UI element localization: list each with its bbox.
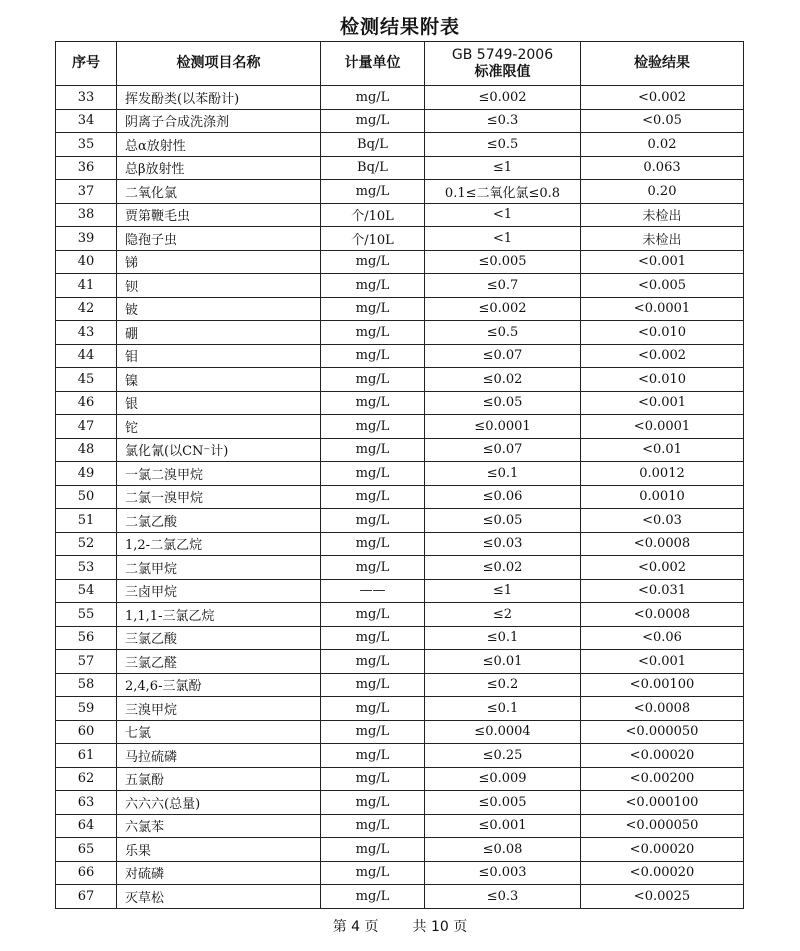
cell-item: 总β放射性 bbox=[117, 156, 321, 180]
cell-item: 二氧化氯 bbox=[117, 180, 321, 204]
table-row bbox=[56, 180, 744, 204]
table-row bbox=[56, 297, 744, 321]
table-row bbox=[56, 86, 744, 110]
cell-limit: ≤0.002 bbox=[425, 86, 581, 110]
cell-unit: mg/L bbox=[321, 180, 425, 204]
cell-result: 0.0012 bbox=[581, 462, 744, 486]
cell-unit: —— bbox=[321, 579, 425, 603]
cell-limit: ≤0.01 bbox=[425, 650, 581, 674]
cell-unit: mg/L bbox=[321, 650, 425, 674]
cell-no: 58 bbox=[56, 673, 117, 697]
cell-result: <0.0008 bbox=[581, 532, 744, 556]
cell-item: 一氯二溴甲烷 bbox=[117, 462, 321, 486]
cell-limit: ≤0.7 bbox=[425, 274, 581, 298]
cell-item: 1,2-二氯乙烷 bbox=[117, 532, 321, 556]
cell-no: 56 bbox=[56, 626, 117, 650]
cell-unit: mg/L bbox=[321, 673, 425, 697]
cell-unit: mg/L bbox=[321, 556, 425, 580]
cell-unit: mg/L bbox=[321, 462, 425, 486]
cell-result: <0.002 bbox=[581, 556, 744, 580]
cell-limit: ≤0.05 bbox=[425, 391, 581, 415]
cell-unit: mg/L bbox=[321, 415, 425, 439]
cell-limit: ≤0.5 bbox=[425, 321, 581, 345]
cell-result: <0.010 bbox=[581, 321, 744, 345]
table-row bbox=[56, 579, 744, 603]
table-row bbox=[56, 156, 744, 180]
cell-result: <0.000050 bbox=[581, 814, 744, 838]
cell-result: <0.00020 bbox=[581, 744, 744, 768]
cell-no: 35 bbox=[56, 133, 117, 157]
cell-limit: ≤0.08 bbox=[425, 838, 581, 862]
cell-limit: ≤0.009 bbox=[425, 767, 581, 791]
cell-no: 66 bbox=[56, 861, 117, 885]
page-number: 第 4 页 bbox=[332, 919, 379, 935]
header-result: 检验结果 bbox=[581, 42, 744, 86]
cell-result: 0.0010 bbox=[581, 485, 744, 509]
cell-no: 52 bbox=[56, 532, 117, 556]
page-footer bbox=[0, 916, 800, 936]
cell-unit: mg/L bbox=[321, 250, 425, 274]
cell-limit: ≤0.0001 bbox=[425, 415, 581, 439]
cell-result: 0.20 bbox=[581, 180, 744, 204]
cell-no: 45 bbox=[56, 368, 117, 392]
cell-unit: mg/L bbox=[321, 861, 425, 885]
cell-no: 47 bbox=[56, 415, 117, 439]
cell-limit: ≤1 bbox=[425, 156, 581, 180]
cell-unit: 个/10L bbox=[321, 203, 425, 227]
cell-limit: ≤0.07 bbox=[425, 344, 581, 368]
cell-unit: mg/L bbox=[321, 368, 425, 392]
cell-result: <0.00200 bbox=[581, 767, 744, 791]
cell-no: 63 bbox=[56, 791, 117, 815]
cell-result: <0.0001 bbox=[581, 415, 744, 439]
cell-limit: ≤0.1 bbox=[425, 462, 581, 486]
cell-limit: <1 bbox=[425, 227, 581, 251]
cell-no: 43 bbox=[56, 321, 117, 345]
cell-item: 镍 bbox=[117, 368, 321, 392]
cell-item: 灭草松 bbox=[117, 885, 321, 909]
cell-item: 马拉硫磷 bbox=[117, 744, 321, 768]
cell-unit: mg/L bbox=[321, 767, 425, 791]
cell-limit: 0.1≤二氧化氯≤0.8 bbox=[425, 180, 581, 204]
cell-result: <0.06 bbox=[581, 626, 744, 650]
cell-unit: mg/L bbox=[321, 297, 425, 321]
cell-limit: ≤1 bbox=[425, 579, 581, 603]
cell-unit: mg/L bbox=[321, 603, 425, 627]
cell-limit: ≤0.06 bbox=[425, 485, 581, 509]
cell-result: <0.00020 bbox=[581, 838, 744, 862]
header-limit bbox=[425, 42, 581, 86]
cell-item: 对硫磷 bbox=[117, 861, 321, 885]
cell-result: <0.010 bbox=[581, 368, 744, 392]
cell-item: 贾第鞭毛虫 bbox=[117, 203, 321, 227]
cell-item: 银 bbox=[117, 391, 321, 415]
cell-item: 2,4,6-三氯酚 bbox=[117, 673, 321, 697]
cell-limit: ≤0.1 bbox=[425, 626, 581, 650]
cell-unit: mg/L bbox=[321, 344, 425, 368]
cell-no: 48 bbox=[56, 438, 117, 462]
table-header-row bbox=[56, 42, 744, 86]
cell-limit: ≤0.001 bbox=[425, 814, 581, 838]
results-table bbox=[55, 41, 744, 909]
cell-result: <0.05 bbox=[581, 109, 744, 133]
cell-item: 总α放射性 bbox=[117, 133, 321, 157]
header-limit-label: 标准限值 bbox=[474, 63, 531, 80]
cell-unit: mg/L bbox=[321, 744, 425, 768]
cell-unit: 个/10L bbox=[321, 227, 425, 251]
cell-no: 64 bbox=[56, 814, 117, 838]
cell-no: 60 bbox=[56, 720, 117, 744]
cell-item: 阴离子合成洗涤剂 bbox=[117, 109, 321, 133]
table-row bbox=[56, 415, 744, 439]
cell-unit: mg/L bbox=[321, 814, 425, 838]
cell-no: 40 bbox=[56, 250, 117, 274]
cell-item: 挥发酚类(以苯酚计) bbox=[117, 86, 321, 110]
cell-limit: ≤0.002 bbox=[425, 297, 581, 321]
cell-no: 42 bbox=[56, 297, 117, 321]
header-unit: 计量单位 bbox=[321, 42, 425, 86]
cell-no: 57 bbox=[56, 650, 117, 674]
table-row bbox=[56, 321, 744, 345]
cell-no: 49 bbox=[56, 462, 117, 486]
table-row bbox=[56, 556, 744, 580]
table-row bbox=[56, 697, 744, 721]
cell-item: 三卤甲烷 bbox=[117, 579, 321, 603]
cell-limit: ≤0.2 bbox=[425, 673, 581, 697]
cell-no: 59 bbox=[56, 697, 117, 721]
cell-limit: ≤0.02 bbox=[425, 556, 581, 580]
cell-limit: ≤0.07 bbox=[425, 438, 581, 462]
table-row bbox=[56, 344, 744, 368]
cell-limit: ≤0.03 bbox=[425, 532, 581, 556]
table-row bbox=[56, 767, 744, 791]
cell-unit: mg/L bbox=[321, 885, 425, 909]
page-title: 检测结果附表 bbox=[339, 16, 460, 38]
cell-unit: mg/L bbox=[321, 509, 425, 533]
cell-result: <0.001 bbox=[581, 650, 744, 674]
cell-no: 34 bbox=[56, 109, 117, 133]
cell-limit: ≤0.003 bbox=[425, 861, 581, 885]
cell-item: 三氯乙醛 bbox=[117, 650, 321, 674]
cell-no: 55 bbox=[56, 603, 117, 627]
cell-no: 61 bbox=[56, 744, 117, 768]
table-row bbox=[56, 673, 744, 697]
cell-result: <0.00020 bbox=[581, 861, 744, 885]
cell-result: <0.000050 bbox=[581, 720, 744, 744]
cell-no: 44 bbox=[56, 344, 117, 368]
table-row bbox=[56, 650, 744, 674]
cell-item: 七氯 bbox=[117, 720, 321, 744]
cell-no: 36 bbox=[56, 156, 117, 180]
cell-result: 0.063 bbox=[581, 156, 744, 180]
table-row bbox=[56, 814, 744, 838]
cell-result: <0.00100 bbox=[581, 673, 744, 697]
cell-no: 41 bbox=[56, 274, 117, 298]
cell-unit: mg/L bbox=[321, 391, 425, 415]
cell-item: 铊 bbox=[117, 415, 321, 439]
table-row bbox=[56, 509, 744, 533]
cell-limit: ≤0.25 bbox=[425, 744, 581, 768]
cell-limit: ≤0.5 bbox=[425, 133, 581, 157]
cell-no: 50 bbox=[56, 485, 117, 509]
cell-result: <0.0008 bbox=[581, 697, 744, 721]
table-row bbox=[56, 485, 744, 509]
table-row bbox=[56, 203, 744, 227]
cell-unit: mg/L bbox=[321, 321, 425, 345]
cell-item: 二氯甲烷 bbox=[117, 556, 321, 580]
cell-result: <0.001 bbox=[581, 250, 744, 274]
header-limit-standard: GB 5749-2006 bbox=[451, 46, 554, 63]
table-row bbox=[56, 626, 744, 650]
cell-unit: mg/L bbox=[321, 791, 425, 815]
table-row bbox=[56, 250, 744, 274]
cell-no: 46 bbox=[56, 391, 117, 415]
cell-item: 五氯酚 bbox=[117, 767, 321, 791]
cell-result: <0.0025 bbox=[581, 885, 744, 909]
cell-limit: ≤0.0004 bbox=[425, 720, 581, 744]
table-row bbox=[56, 861, 744, 885]
cell-unit: Bq/L bbox=[321, 133, 425, 157]
table-row bbox=[56, 462, 744, 486]
cell-item: 二氯一溴甲烷 bbox=[117, 485, 321, 509]
cell-result: <0.0001 bbox=[581, 297, 744, 321]
cell-item: 三氯乙酸 bbox=[117, 626, 321, 650]
table-row bbox=[56, 838, 744, 862]
cell-limit: ≤2 bbox=[425, 603, 581, 627]
cell-result: 未检出 bbox=[581, 227, 744, 251]
cell-limit: ≤0.005 bbox=[425, 250, 581, 274]
cell-item: 钡 bbox=[117, 274, 321, 298]
cell-item: 三溴甲烷 bbox=[117, 697, 321, 721]
cell-item: 钼 bbox=[117, 344, 321, 368]
table-row bbox=[56, 368, 744, 392]
cell-limit: ≤0.005 bbox=[425, 791, 581, 815]
cell-result: 未检出 bbox=[581, 203, 744, 227]
cell-no: 62 bbox=[56, 767, 117, 791]
table-body bbox=[56, 86, 744, 909]
cell-item: 隐孢子虫 bbox=[117, 227, 321, 251]
cell-item: 乐果 bbox=[117, 838, 321, 862]
cell-item: 六氯苯 bbox=[117, 814, 321, 838]
cell-limit: <1 bbox=[425, 203, 581, 227]
cell-no: 39 bbox=[56, 227, 117, 251]
table-row bbox=[56, 391, 744, 415]
table-row bbox=[56, 133, 744, 157]
cell-no: 38 bbox=[56, 203, 117, 227]
table-row bbox=[56, 885, 744, 909]
cell-no: 67 bbox=[56, 885, 117, 909]
cell-unit: mg/L bbox=[321, 86, 425, 110]
cell-no: 37 bbox=[56, 180, 117, 204]
cell-limit: ≤0.1 bbox=[425, 697, 581, 721]
table-row bbox=[56, 438, 744, 462]
cell-unit: mg/L bbox=[321, 438, 425, 462]
cell-item: 1,1,1-三氯乙烷 bbox=[117, 603, 321, 627]
table-row bbox=[56, 603, 744, 627]
table-row bbox=[56, 532, 744, 556]
table-row bbox=[56, 274, 744, 298]
cell-result: <0.001 bbox=[581, 391, 744, 415]
cell-result: 0.02 bbox=[581, 133, 744, 157]
cell-result: <0.03 bbox=[581, 509, 744, 533]
header-no: 序号 bbox=[56, 42, 117, 86]
cell-unit: mg/L bbox=[321, 720, 425, 744]
table-row bbox=[56, 227, 744, 251]
cell-result: <0.002 bbox=[581, 344, 744, 368]
cell-item: 硼 bbox=[117, 321, 321, 345]
cell-limit: ≤0.3 bbox=[425, 109, 581, 133]
cell-unit: mg/L bbox=[321, 626, 425, 650]
cell-unit: mg/L bbox=[321, 485, 425, 509]
cell-item: 铍 bbox=[117, 297, 321, 321]
cell-unit: mg/L bbox=[321, 109, 425, 133]
header-item: 检测项目名称 bbox=[117, 42, 321, 86]
table-row bbox=[56, 720, 744, 744]
cell-unit: mg/L bbox=[321, 532, 425, 556]
cell-no: 53 bbox=[56, 556, 117, 580]
cell-result: <0.005 bbox=[581, 274, 744, 298]
table-row bbox=[56, 109, 744, 133]
cell-item: 锑 bbox=[117, 250, 321, 274]
cell-no: 33 bbox=[56, 86, 117, 110]
cell-limit: ≤0.3 bbox=[425, 885, 581, 909]
cell-item: 氯化氰(以CN⁻计) bbox=[117, 438, 321, 462]
cell-item: 六六六(总量) bbox=[117, 791, 321, 815]
cell-limit: ≤0.05 bbox=[425, 509, 581, 533]
cell-item: 二氯乙酸 bbox=[117, 509, 321, 533]
table-row bbox=[56, 791, 744, 815]
table-row bbox=[56, 744, 744, 768]
cell-limit: ≤0.02 bbox=[425, 368, 581, 392]
cell-result: <0.000100 bbox=[581, 791, 744, 815]
cell-result: <0.031 bbox=[581, 579, 744, 603]
cell-result: <0.0008 bbox=[581, 603, 744, 627]
cell-unit: mg/L bbox=[321, 838, 425, 862]
cell-no: 54 bbox=[56, 579, 117, 603]
cell-result: <0.01 bbox=[581, 438, 744, 462]
cell-no: 65 bbox=[56, 838, 117, 862]
cell-unit: mg/L bbox=[321, 274, 425, 298]
cell-no: 51 bbox=[56, 509, 117, 533]
page-total: 共 10 页 bbox=[412, 919, 468, 935]
cell-result: <0.002 bbox=[581, 86, 744, 110]
cell-unit: Bq/L bbox=[321, 156, 425, 180]
cell-unit: mg/L bbox=[321, 697, 425, 721]
